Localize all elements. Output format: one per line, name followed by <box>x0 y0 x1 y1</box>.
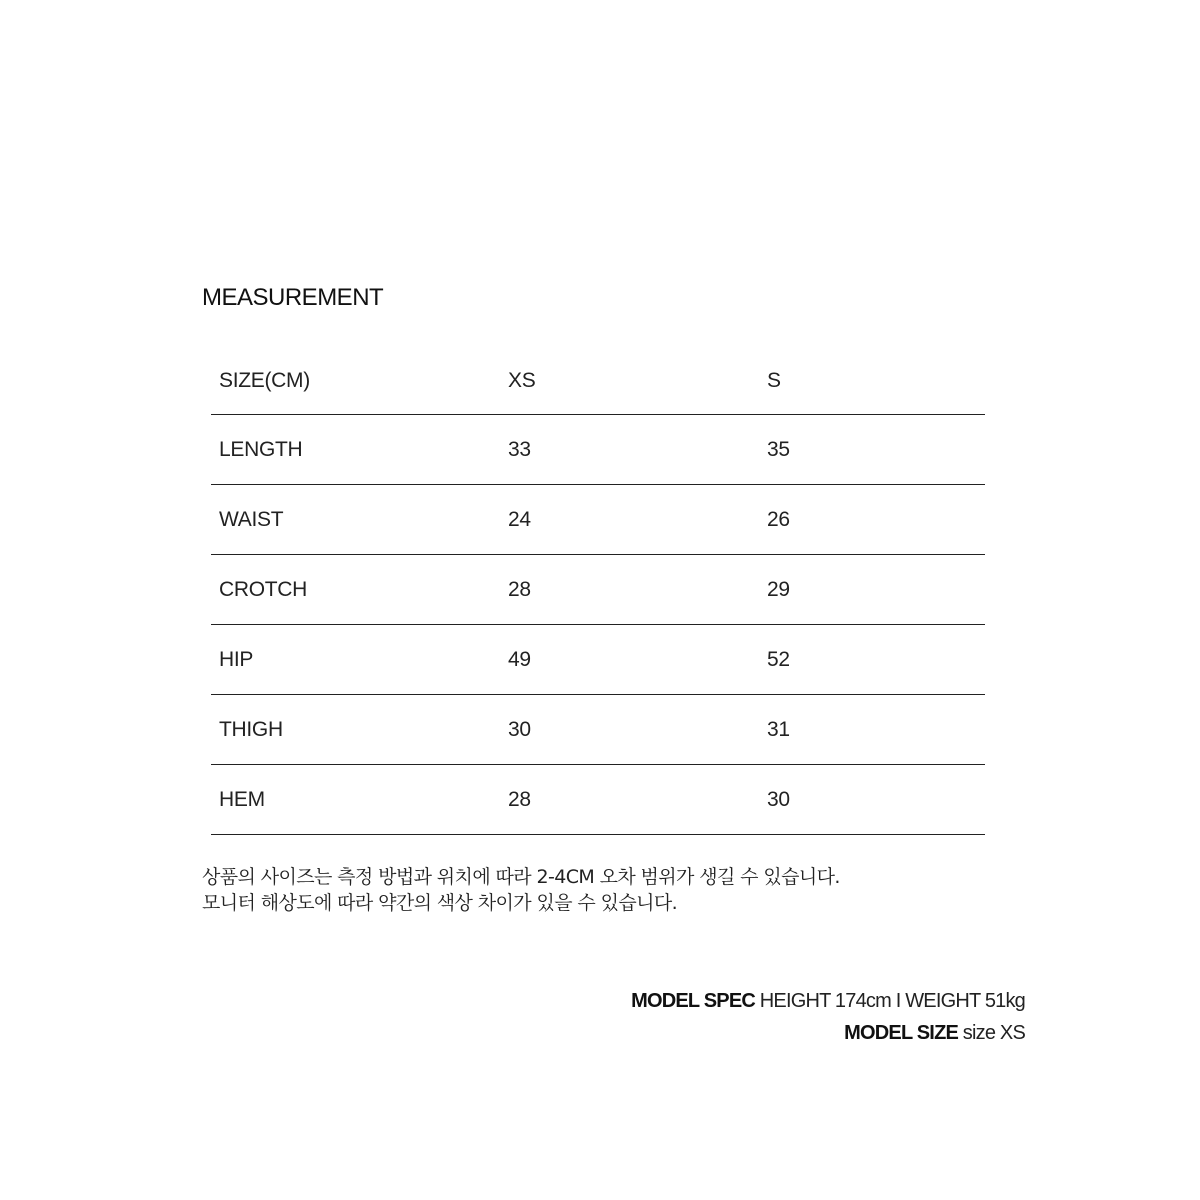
row-value-s: 31 <box>767 717 790 741</box>
model-size-label: MODEL SIZE <box>844 1022 959 1044</box>
table-row <box>211 485 985 555</box>
model-size-line <box>631 1017 1025 1049</box>
row-label: LENGTH <box>219 437 303 461</box>
model-spec <box>631 985 1025 1049</box>
row-value-s: 35 <box>767 437 790 461</box>
table-row <box>211 625 985 695</box>
measurement-table <box>211 347 985 835</box>
size-disclaimer <box>202 864 840 916</box>
table-header-row <box>211 347 985 415</box>
row-value-xs: 49 <box>508 647 531 671</box>
row-value-xs: 33 <box>508 437 531 461</box>
row-value-xs: 30 <box>508 717 531 741</box>
row-value-xs: 28 <box>508 577 531 601</box>
header-size: SIZE(CM) <box>219 368 310 392</box>
page-title: MEASUREMENT <box>202 284 384 311</box>
table-row <box>211 695 985 765</box>
model-spec-value: HEIGHT 174cm I WEIGHT 51kg <box>759 990 1025 1012</box>
model-spec-line <box>631 985 1025 1017</box>
header-s: S <box>767 368 781 392</box>
row-label: CROTCH <box>219 577 308 601</box>
model-size-value: size XS <box>962 1022 1025 1044</box>
header-xs: XS <box>508 368 536 392</box>
table-row <box>211 415 985 485</box>
note-line-color: 모니터 해상도에 따라 약간의 색상 차이가 있을 수 있습니다. <box>202 892 678 914</box>
row-label: THIGH <box>219 717 283 741</box>
row-label: WAIST <box>219 507 284 531</box>
row-value-s: 29 <box>767 577 790 601</box>
model-spec-label: MODEL SPEC <box>631 990 756 1012</box>
row-value-s: 26 <box>767 507 790 531</box>
row-label: HIP <box>219 647 254 671</box>
row-value-xs: 28 <box>508 787 531 811</box>
table-row <box>211 765 985 835</box>
table-row <box>211 555 985 625</box>
row-label: HEM <box>219 787 265 811</box>
row-value-xs: 24 <box>508 507 531 531</box>
row-value-s: 52 <box>767 647 790 671</box>
note-line-measurement: 상품의 사이즈는 측정 방법과 위치에 따라 2-4CM 오차 범위가 생길 수 있습니다. <box>202 866 840 888</box>
row-value-s: 30 <box>767 787 790 811</box>
